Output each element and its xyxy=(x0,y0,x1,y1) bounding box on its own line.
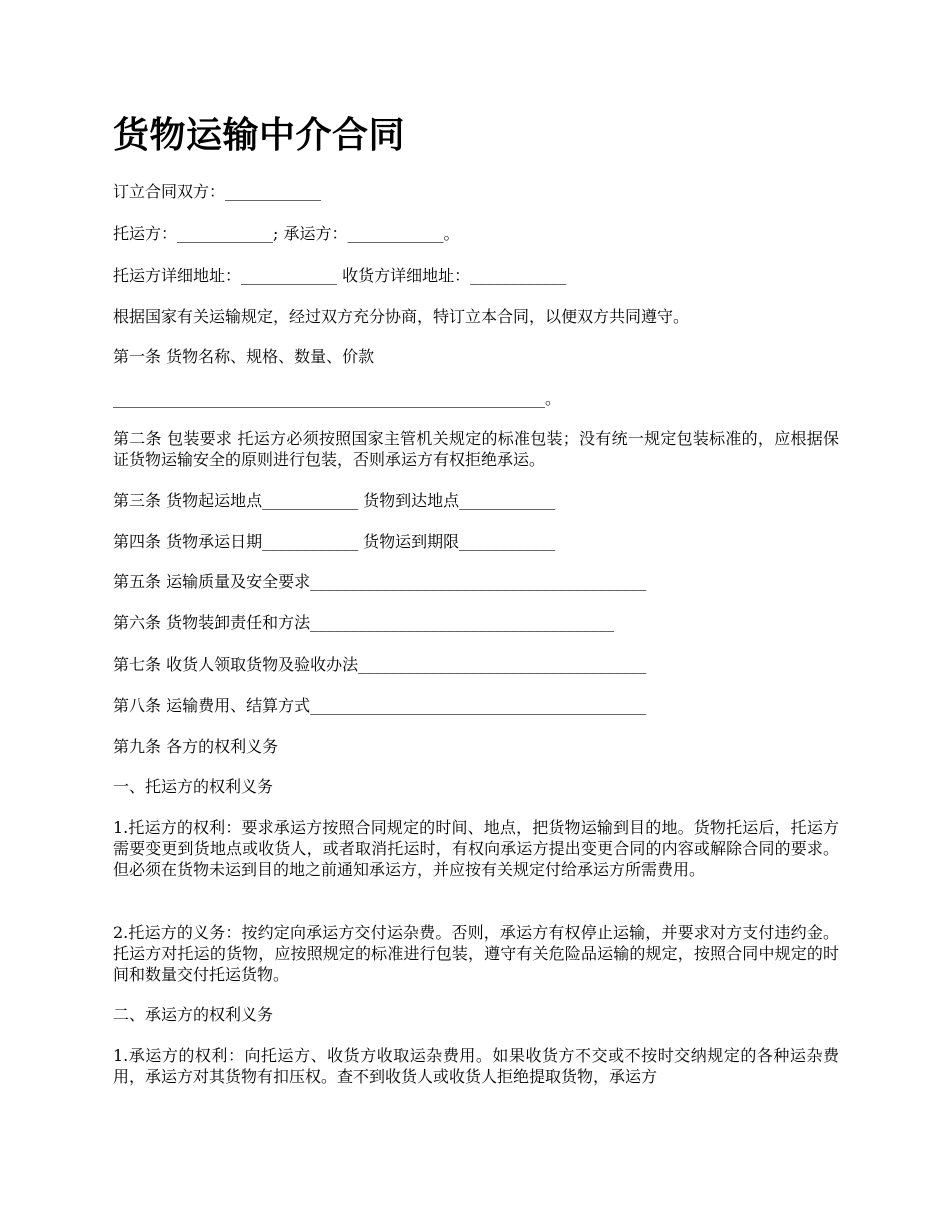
article-2: 第二条 包装要求 托运方必须按照国家主管机关规定的标准包装；没有统一规定包装标准的，应根据保证货物运输安全的原则进行包装，否则承运方有权拒绝承运。 xyxy=(113,429,839,469)
address-line: 托运方详细地址：____________ 收货方详细地址：____________ xyxy=(113,266,567,285)
article-4: 第四条 货物承运日期____________ 货物运到期限____________ xyxy=(113,532,556,551)
section-shipper-heading: 一、托运方的权利义务 xyxy=(113,777,274,796)
parties-line: 订立合同双方：____________ xyxy=(113,182,322,201)
article-5: 第五条 运输质量及安全要求__________________________________________ xyxy=(113,572,647,591)
article-9: 第九条 各方的权利义务 xyxy=(113,737,279,756)
shipper-carrier-line: 托运方：____________; 承运方：____________。 xyxy=(113,224,460,243)
shipper-rights: 1.托运方的权利：要求承运方按照合同规定的时间、地点，把货物运输到目的地。货物托运后，托运方需要变更到货地点或收货人，或者取消托运时，有权向承运方提出变更合同的内容或解除合同的要求。但必须在货物未运到目的地之前通知承运方，并应按有关规定付给承运方所需费用。 xyxy=(113,818,839,879)
carrier-rights: 1.承运方的权利：向托运方、收货方收取运杂费用。如果收货方不交或不按时交纳规定的各种运杂费用，承运方对其货物有扣压权。查不到收货人或收货人拒绝提取货物，承运方 xyxy=(113,1046,839,1086)
shipper-duties: 2.托运方的义务：按约定向承运方交付运杂费。否则，承运方有权停止运输，并要求对方支付违约金。托运方对托运的货物，应按照规定的标准进行包装，遵守有关危险品运输的规定，按照合同中规定的时间和数量交付托运货物。 xyxy=(113,923,839,984)
section-carrier-heading: 二、承运方的权利义务 xyxy=(113,1005,274,1024)
document-title: 货物运输中介合同 xyxy=(113,115,406,156)
article-8: 第八条 运输费用、结算方式__________________________________________ xyxy=(113,696,647,715)
article-7: 第七条 收货人领取货物及验收办法____________________________________ xyxy=(113,655,647,674)
preamble: 根据国家有关运输规定，经过双方充分协商，特订立本合同，以便双方共同遵守。 xyxy=(113,307,690,326)
article-3: 第三条 货物起运地点____________ 货物到达地点____________ xyxy=(113,491,556,510)
article-1-blank: ______________________________________________________。 xyxy=(113,389,562,408)
article-6: 第六条 货物装卸责任和方法______________________________________ xyxy=(113,613,615,632)
article-1-heading: 第一条 货物名称、规格、数量、价款 xyxy=(113,347,375,366)
